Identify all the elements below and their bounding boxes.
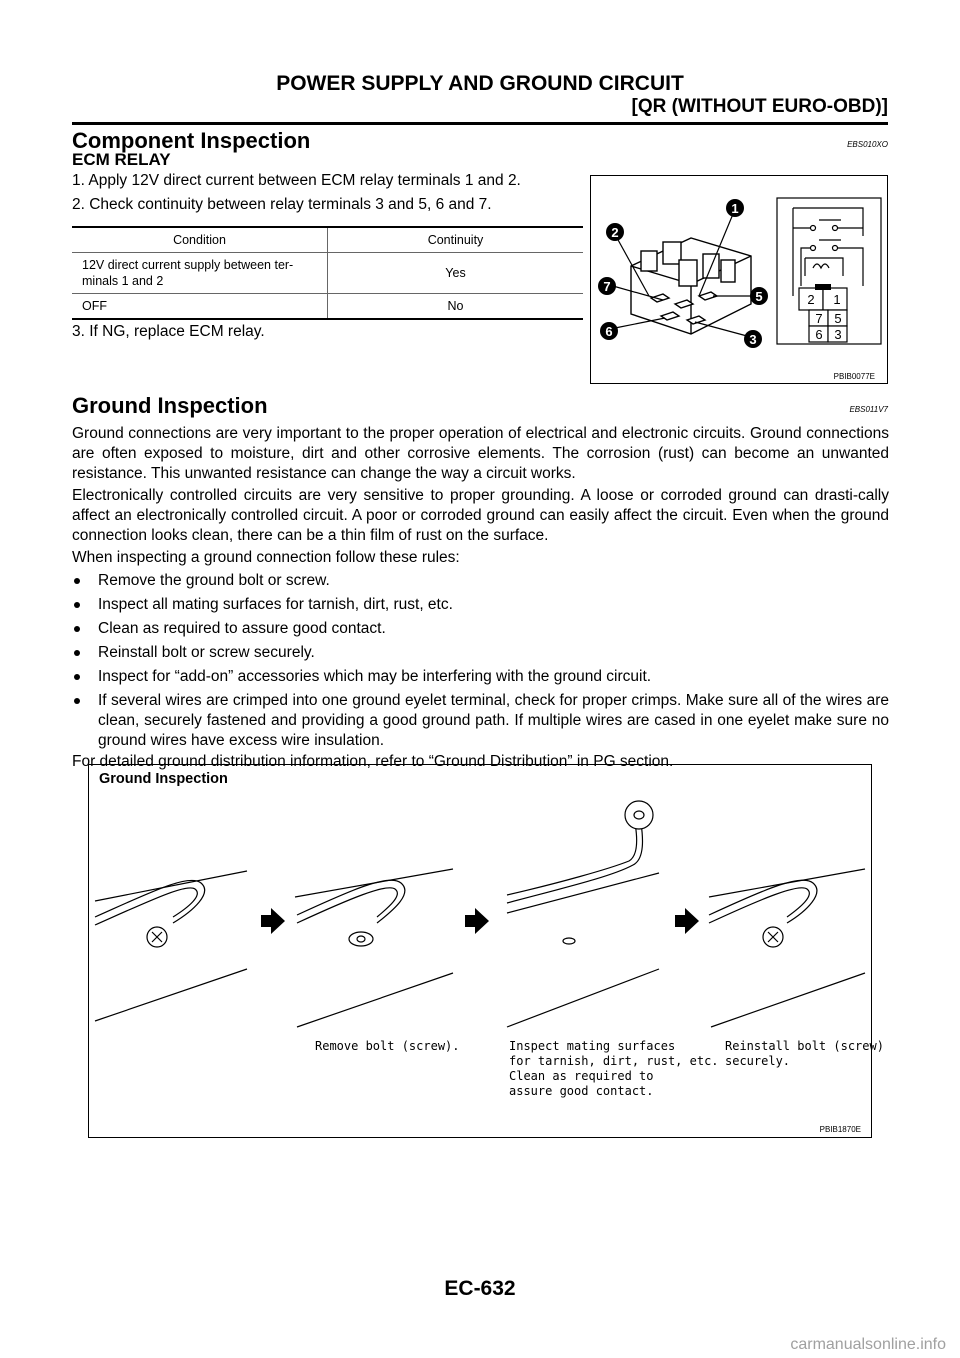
callout-2: 2 <box>611 225 619 240</box>
table-header-continuity: Continuity <box>328 227 584 253</box>
callout-5: 5 <box>755 289 763 304</box>
callout-3: 3 <box>749 332 757 347</box>
ground-diagram <box>89 765 871 1137</box>
terminal-7: 7 <box>815 311 823 326</box>
table-cell-condition: 12V direct current supply between ter- minals 1 and 2 <box>82 258 294 288</box>
step-3: 3. If NG, replace ECM relay. <box>72 323 265 340</box>
relay-diagram <box>591 176 887 383</box>
terminal-5: 5 <box>834 311 842 326</box>
callout-7: 7 <box>603 279 611 294</box>
ground-figure <box>88 764 884 1138</box>
page-subtitle: [QR (WITHOUT EURO-OBD)] <box>631 96 888 117</box>
bullet-icon <box>74 626 80 632</box>
ground-para-3: When inspecting a ground connection follow these rules: <box>72 549 460 566</box>
table-cell-continuity: No <box>328 294 584 320</box>
ground-figure-title: Ground Inspection <box>99 771 228 787</box>
ground-heading: Ground Inspection <box>72 393 268 418</box>
table-cell-condition: OFF <box>82 299 107 313</box>
terminal-3: 3 <box>834 327 842 342</box>
callout-6: 6 <box>605 324 613 339</box>
caption-reinstall: Reinstall bolt (screw) securely. <box>725 1039 884 1068</box>
header-rule <box>72 122 888 125</box>
table-cell-continuity: Yes <box>328 253 584 294</box>
bullet-icon <box>74 674 80 680</box>
figure-code: PBIB1870E <box>819 1125 861 1134</box>
caption-inspect: Inspect mating surfaces for tarnish, dirt, rust, etc. Clean as required to assure good contact. <box>509 1039 719 1098</box>
bullet-icon <box>74 578 80 584</box>
callout-1: 1 <box>731 201 739 216</box>
step-2: 2. Check continuity between relay terminals 3 and 5, 6 and 7. <box>72 196 492 213</box>
ground-code: EBS011V7 <box>849 405 888 414</box>
relay-figure <box>590 175 888 384</box>
watermark: carmanualsonline.info <box>790 1336 946 1353</box>
ground-para-1: Ground connections are very important to the proper operation of electrical and electronic circuits. Ground connections are often exposed to moisture, dirt and other corrosive elements. The corrosion (rust) can become an unwanted resistance. This unwanted resistance can change the way a circuit works. <box>72 425 889 482</box>
caption-remove: Remove bolt (screw). <box>315 1039 460 1053</box>
table-header-condition: Condition <box>173 233 226 247</box>
figure-code: PBIB0077E <box>833 372 875 381</box>
component-heading: Component Inspection <box>72 128 311 153</box>
terminal-6: 6 <box>815 327 823 342</box>
page-number: EC-632 <box>444 1277 516 1300</box>
step-1: 1. Apply 12V direct current between ECM relay terminals 1 and 2. <box>72 172 521 189</box>
ground-closing: For detailed ground distribution information, refer to “Ground Distribution” in PG section. <box>72 753 674 770</box>
ground-para-2: Electronically controlled circuits are very sensitive to proper grounding. A loose or corroded ground can drasti-cally affect an electronically controlled circuit. A poor or corroded ground can easily affect the circuit. Even when the ground connection looks clean, there can be a thin film of rust on the surface. <box>72 487 889 544</box>
page-title: POWER SUPPLY AND GROUND CIRCUIT <box>276 72 684 95</box>
terminal-2: 2 <box>807 292 815 307</box>
relay-heading: ECM RELAY <box>72 150 171 169</box>
continuity-table <box>72 226 583 320</box>
arrow-right-icon <box>261 908 699 934</box>
bullet-icon <box>74 698 80 704</box>
terminal-1: 1 <box>833 292 841 307</box>
bullet-icon <box>74 602 80 608</box>
component-code: EBS010XO <box>847 140 888 149</box>
bullet-icon <box>74 650 80 656</box>
